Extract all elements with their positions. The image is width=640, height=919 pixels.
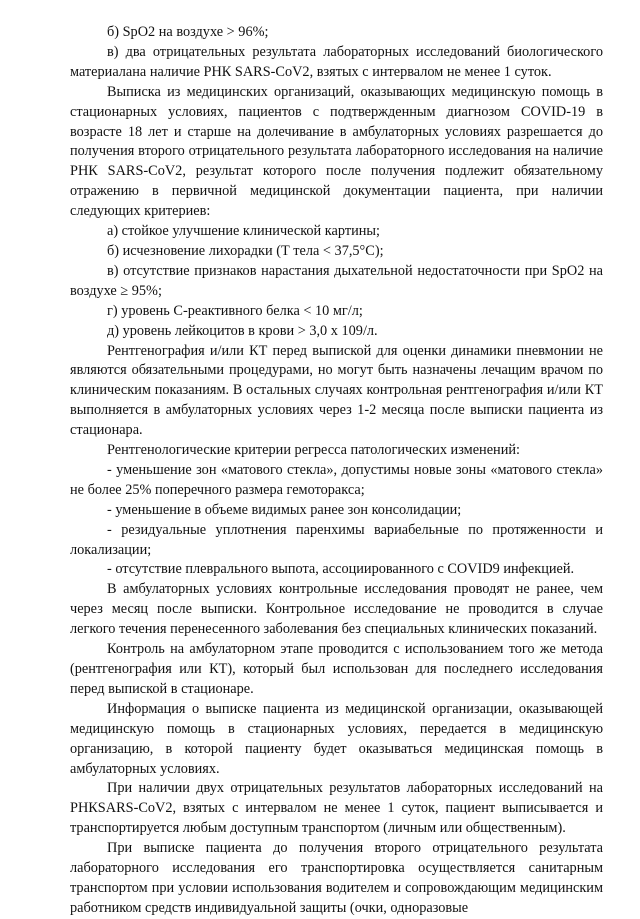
paragraph-9: Рентгенография и/или КТ перед выпиской для оценки динамики пневмонии не являются обязательными процедурами, но могут быть назначены лечащим врачом по клиническим показаниям. В остальных случаях контрольная рентгенография и/или КТ выполняется в амбулаторных условиях через 1-2 месяца после выписки пациента из стационара. (70, 342, 603, 439)
paragraph-16: Контроль на амбулаторном этапе проводится с использованием того же метода (рентгенография или КТ), который был использован для последнего исследования перед выпиской в стационаре. (70, 641, 603, 697)
paragraph-13: - резидуальные уплотнения паренхимы вариабельные по протяженности и локализации; (70, 521, 603, 558)
paragraph-5: б) исчезновение лихорадки (Т тела < 37,5°С); (107, 242, 384, 259)
paragraph-17: Информация о выписке пациента из медицинской организации, оказывающей медицинскую помощь в стационарных условиях, передается в медицинскую организацию, в которой пациенту будет оказываться медицинская помощь в амбулаторных условиях. (70, 700, 603, 777)
paragraph-3: Выписка из медицинских организаций, оказывающих медицинскую помощь в стационарных условиях, пациентов с подтвержденным диагнозом COVID-19 в возрасте 18 лет и старше на долечивание в амбулаторных условиях разрешается до получения второго отрицательного результата лабораторного исследования на наличие РНК SARS-CoV2, результат которого после получения подлежит обязательному отражению в первичной медицинской документации пациента, при наличии следующих критериев: (70, 83, 603, 220)
paragraph-14: - отсутствие плеврального выпота, ассоциированного с COVID9 инфекцией. (107, 561, 575, 578)
paragraph-7: г) уровень С-реактивного белка < 10 мг/л; (107, 302, 363, 319)
paragraph-12: - уменьшение в объеме видимых ранее зон консолидации; (107, 501, 462, 518)
paragraph-15: В амбулаторных условиях контрольные исследования проводят не ранее, чем через месяц после выписки. Контрольное исследование не проводится в случае легкого течения перенесенного заболевания без специальных клинических показаний. (70, 581, 603, 638)
paragraph-8: д) уровень лейкоцитов в крови > 3,0 х 109/л. (107, 322, 378, 339)
paragraph-2: в) два отрицательных результата лабораторных исследований биологического материалана наличие РНК SARS-CoV2, взятых с интервалом не менее 1 суток. (70, 43, 603, 80)
paragraph-18: При наличии двух отрицательных результатов лабораторных исследований на РНКSARS-CoV2, взятых с интервалом не менее 1 суток, пациент выписывается и транспортируется любым доступным транспортом (личным или общественным). (70, 780, 603, 837)
paragraph-11: - уменьшение зон «матового стекла», допустимы новые зоны «матового стекла» не более 25% поперечного размера гемоторакса; (70, 461, 603, 498)
paragraph-10: Рентгенологические критерии регресса патологических изменений: (107, 442, 520, 459)
paragraph-6: в) отсутствие признаков нарастания дыхательной недостаточности при SpO2 на воздухе ≥ 95%; (70, 262, 603, 299)
document-page (70, 23, 603, 919)
paragraph-1: б) SpO2 на воздухе > 96%; (107, 24, 269, 40)
paragraph-4: а) стойкое улучшение клинической картины; (107, 223, 380, 240)
paragraph-19: При выписке пациента до получения второго отрицательного результата лабораторного исследования его транспортировка осуществляется санитарным транспортом при условии использования водителем и сопровождающим медицинским работником средств индивидуальной защиты (очки, одноразовые (70, 840, 603, 916)
